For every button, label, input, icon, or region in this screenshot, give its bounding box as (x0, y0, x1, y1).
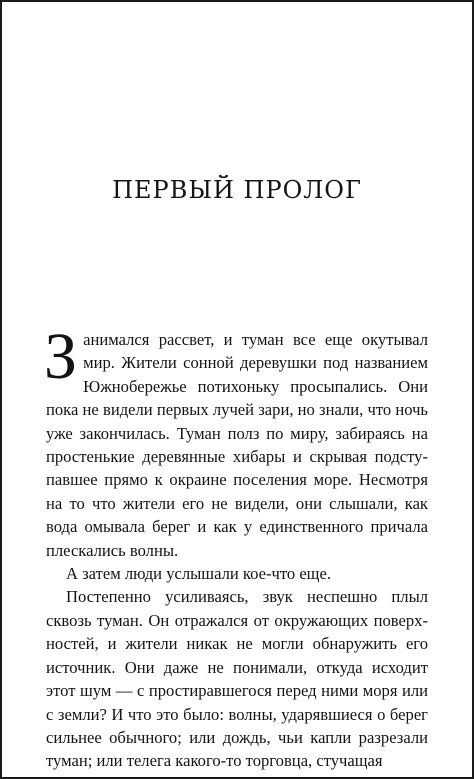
paragraph-1-text: анимался рассвет, и туман все еще окутывал мир. Жители сонной деревушки под названием Южнобережье потихоньку просыпались. Они пока не видели первых лучей зари, но знали, что ночь уже закончилась. Туман полз по миру, забираясь на простенькие деревянные хибары и скрывая подступавшее прямо к окраине поселения море. Несмотря на то что жители его не видели, они слышали, как вода омывала берег и как у единственного причала плескались волны. (46, 330, 428, 560)
paragraph-1 (44, 320, 428, 562)
body-text (44, 320, 428, 773)
paragraph-3: Постепенно усиливаясь, звук неспешно плыл сквозь туман. Он отражался от окружающих поверхностей, и жители никак не могли обнаружить его источник. Они даже не понимали, откуда исходит этот шум — с простиравшегося перед ними моря или с земли? И что это было: волны, ударявшиеся о берег сильнее обычного; или дождь, чьи капли разрезали туман; или телега какого-то торговца, стучащая (46, 587, 428, 771)
page-border-left (0, 0, 2, 779)
paragraph-2: А затем люди услышали кое-что еще. (66, 564, 331, 584)
page-border-top (0, 0, 474, 2)
chapter-title: ПЕРВЫЙ ПРОЛОГ (112, 176, 362, 204)
drop-cap: З (44, 320, 78, 393)
